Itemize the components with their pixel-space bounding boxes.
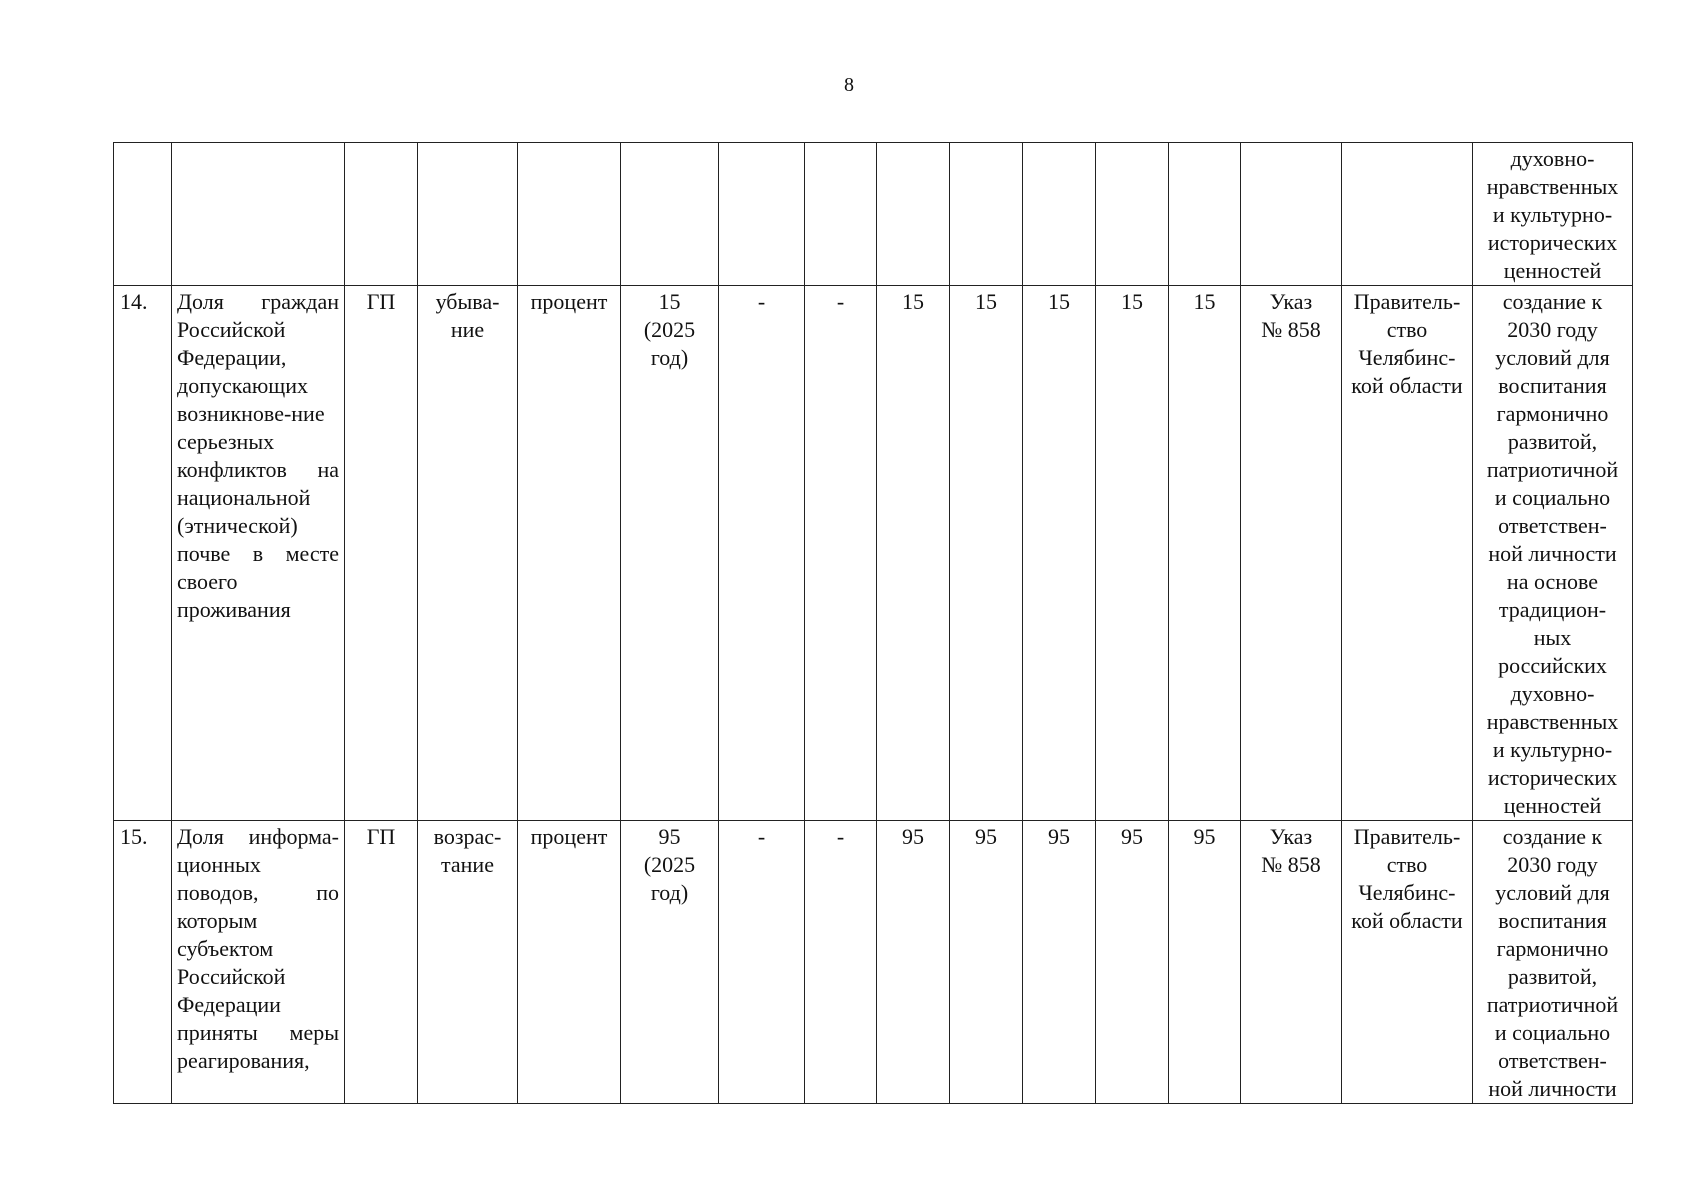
cell-empty — [418, 143, 518, 286]
document-cell — [1241, 821, 1342, 1104]
value-cell: 15 — [1169, 286, 1241, 821]
trend-cell — [418, 821, 518, 1104]
value-cell: - — [719, 821, 805, 1104]
cell-empty — [950, 143, 1023, 286]
level-cell: ГП — [345, 821, 418, 1104]
trend-text: возрас- тание — [433, 824, 502, 877]
document-text: Указ № 858 — [1261, 824, 1321, 877]
value-cell: 15 — [1096, 286, 1169, 821]
cell-empty — [621, 143, 719, 286]
cell-empty — [719, 143, 805, 286]
table-row-continuation — [114, 143, 1633, 286]
cell-empty — [172, 143, 345, 286]
cell-empty — [1342, 143, 1473, 286]
goal-cell — [1473, 286, 1633, 821]
value-cell: 15 — [950, 286, 1023, 821]
document-text: Указ № 858 — [1261, 289, 1321, 342]
indicators-table — [113, 142, 1633, 1104]
value-cell: - — [805, 286, 877, 821]
value-cell: - — [805, 821, 877, 1104]
cell-empty — [114, 143, 172, 286]
table-row — [114, 286, 1633, 821]
value-cell: 95 — [1169, 821, 1241, 1104]
cell-empty — [805, 143, 877, 286]
cell-empty — [1169, 143, 1241, 286]
table-row — [114, 821, 1633, 1104]
base-value-text: 15 (2025 год) — [643, 289, 696, 370]
value-cell: 95 — [1096, 821, 1169, 1104]
value-cell: 15 — [1023, 286, 1096, 821]
goal-text: духовно- нравственных и культурно- исторических ценностей — [1486, 146, 1619, 283]
page-number: 8 — [844, 74, 854, 96]
trend-text: убыва- ние — [435, 289, 500, 342]
base-value-cell — [621, 286, 719, 821]
indicator-name: Доля информа-ционных поводов, по которым субъектом Российской Федерации приняты меры реагирования, — [172, 821, 345, 1104]
responsible-cell — [1342, 821, 1473, 1104]
cell-empty — [1096, 143, 1169, 286]
goal-cell — [1473, 821, 1633, 1104]
document-cell — [1241, 286, 1342, 821]
value-cell: 95 — [950, 821, 1023, 1104]
cell-empty — [877, 143, 950, 286]
row-number: 14. — [114, 286, 172, 821]
responsible-text: Правитель- ство Челябинс- кой области — [1351, 289, 1463, 398]
value-cell: - — [719, 286, 805, 821]
cell-empty — [1241, 143, 1342, 286]
base-value-text: 95 (2025 год) — [643, 824, 696, 905]
cell-empty — [518, 143, 621, 286]
trend-cell — [418, 286, 518, 821]
goal-text: создание к 2030 году условий для воспитания гармонично развитой, патриотичной и социально ответствен- ной личности — [1486, 824, 1619, 1101]
value-cell: 15 — [877, 286, 950, 821]
level-cell: ГП — [345, 286, 418, 821]
row-number: 15. — [114, 821, 172, 1104]
cell-empty — [1023, 143, 1096, 286]
responsible-cell — [1342, 286, 1473, 821]
unit-cell: процент — [518, 821, 621, 1104]
responsible-text: Правитель- ство Челябинс- кой области — [1351, 824, 1463, 933]
value-cell: 95 — [877, 821, 950, 1104]
goal-text: создание к 2030 году условий для воспитания гармонично развитой, патриотичной и социально ответствен- ной личности на основе традицион- ных российских духовно- нравственных и культурно- исторических ценностей — [1486, 289, 1619, 818]
unit-cell: процент — [518, 286, 621, 821]
value-cell: 95 — [1023, 821, 1096, 1104]
cell-empty — [345, 143, 418, 286]
indicator-name: Доля граждан Российской Федерации, допускающих возникнове-ние серьезных конфликтов на национальной (этнической) почве в месте своего проживания — [172, 286, 345, 821]
goal-cell — [1473, 143, 1633, 286]
base-value-cell — [621, 821, 719, 1104]
